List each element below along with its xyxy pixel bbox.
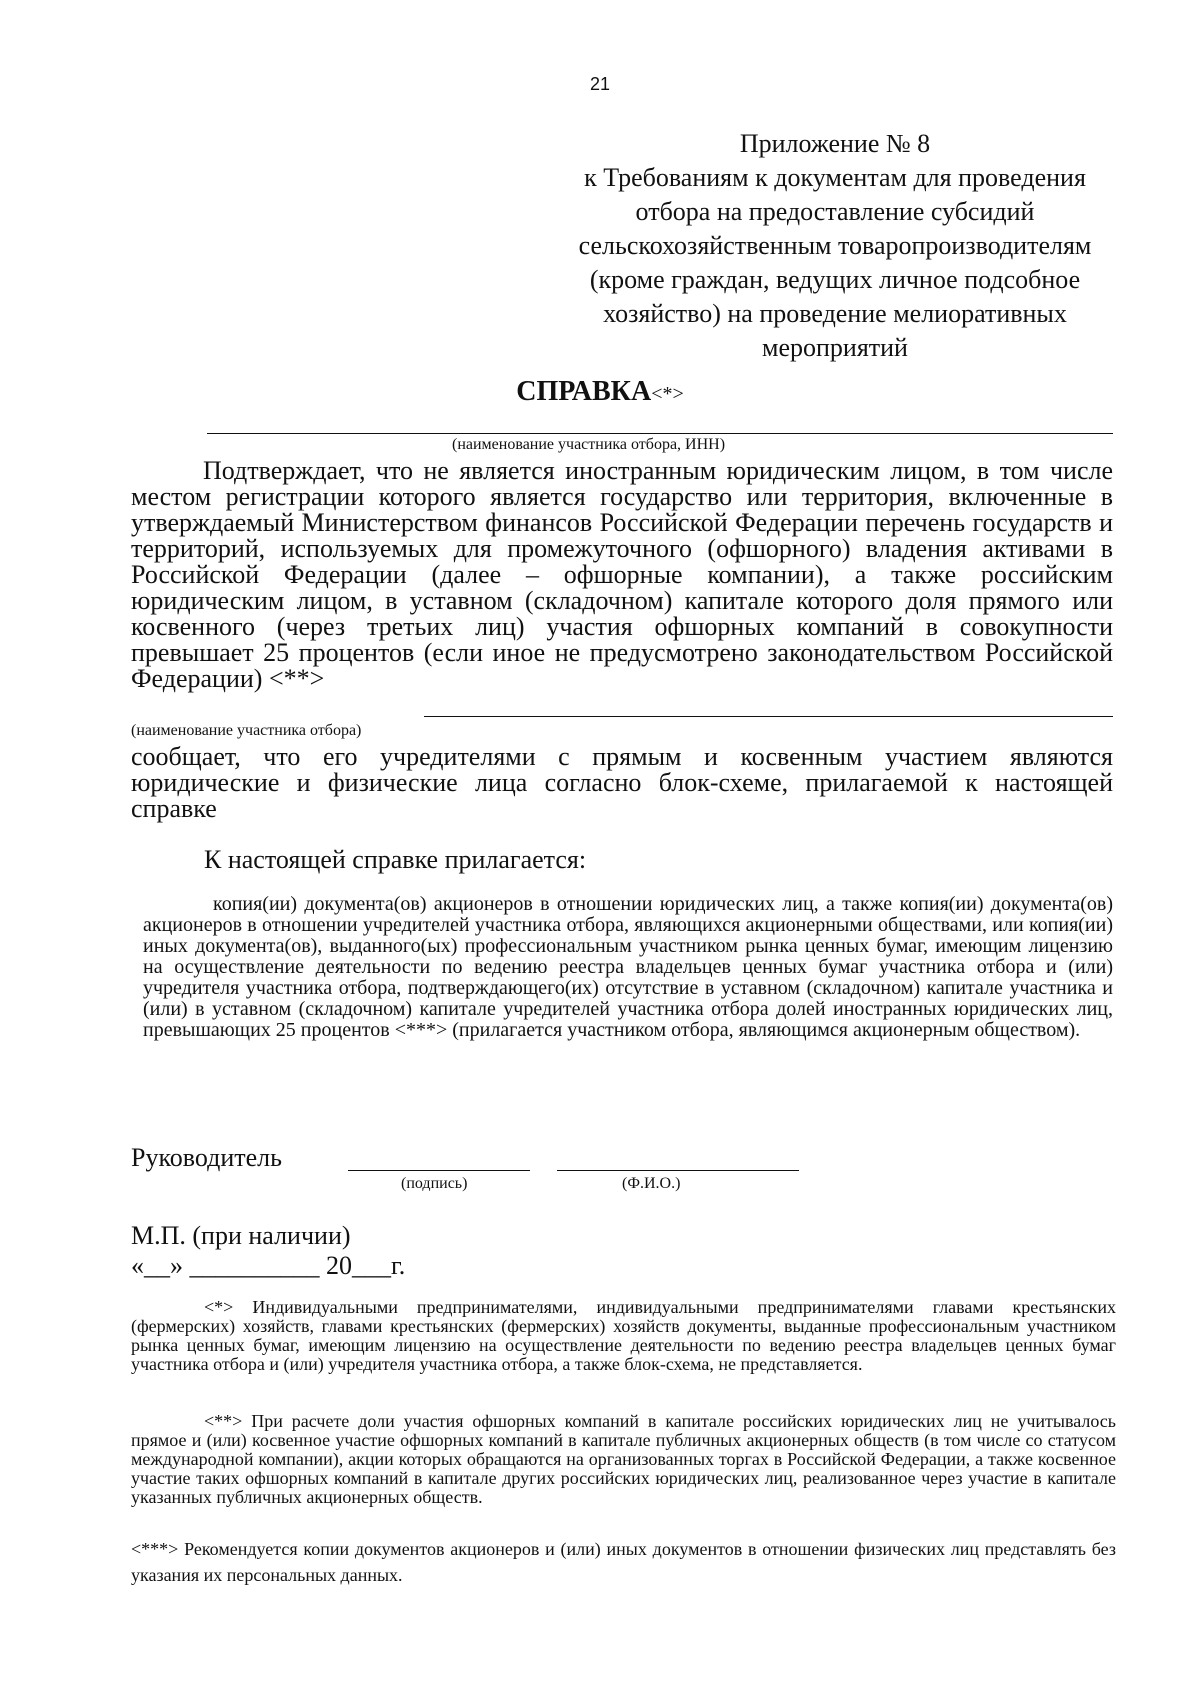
seal-label: М.П. (при наличии) (131, 1221, 351, 1250)
attached-heading: К настоящей справке прилагается: (204, 845, 587, 874)
participant-name-inn-line (207, 433, 1113, 434)
footnote-1 (131, 1298, 1116, 1374)
appendix-line: мероприятий (762, 333, 908, 362)
footnote-1-text: <*> Индивидуальными предпринимателями, индивидуальными предпринимателями главами крестьянских (фермерских) хозяйств, главами крестьянских (фермерских) хозяйств документы, выданные профессиональным участником рынка ценных бумаг, имеющим лицензию на осуществление деятельности по ведению реестра владельцев ценных бумаг участника отбора и (или) учредителя участника отбора, а также блок-схема, не представляется. (131, 1297, 1116, 1374)
date-line: «__» __________ 20___г. (131, 1251, 406, 1280)
footnote-2-text: <**> При расчете доли участия офшорных компаний в капитале российских юридических лиц не учитывалось прямое и (или) косвенное участие офшорных компаний в капитале публичных акционерных обществ (в том числе со статусом международной компании), акции которых обращаются на организованных торгах в Российской Федерации, а также косвенное участие таких офшорных компаний в капитале других российских юридических лиц, реализованное через участие в капитале указанных публичных акционерных обществ. (131, 1411, 1116, 1507)
founders-paragraph (131, 744, 1113, 822)
footnote-3-text: <***> Рекомендуется копии документов акционеров и (или) иных документов в отношении физических лиц представлять без указания их персональных данных. (131, 1539, 1116, 1585)
confirmation-paragraph (131, 458, 1113, 692)
signature-line (348, 1170, 530, 1171)
signature-caption: (подпись) (401, 1175, 468, 1192)
document-title (0, 375, 1200, 411)
appendix-header (540, 127, 1130, 365)
appendix-line: Приложение № 8 (739, 129, 931, 158)
appendix-line: (кроме граждан, ведущих личное подсобное (589, 265, 1081, 294)
full-name-line (557, 1170, 799, 1171)
title-text: СПРАВКА (516, 376, 652, 407)
participant-name-line (424, 716, 1113, 717)
attached-documents-paragraph (143, 894, 1113, 1041)
page-number: 21 (589, 74, 611, 94)
confirmation-text: Подтверждает, что не является иностранным юридическим лицом, в том числе местом регистрации которого является государство или территория, включенные в утверждаемый Министерством финансов Российской Федерации перечень государств и территорий, используемых для промежуточного (офшорного) владения активами в Российской Федерации (далее – офшорные компании), а также российским юридическим лицом, в уставном (складочном) капитале которого доля прямого или косвенного (через третьих лиц) участия офшорных компаний в совокупности превышает 25 процентов (если иное не предусмотрено законодательством Российской Федерации) <**> (131, 456, 1113, 693)
footnote-2 (131, 1412, 1116, 1507)
appendix-line: сельскохозяйственным товаропроизводителям (578, 231, 1092, 260)
footnote-3 (131, 1536, 1116, 1588)
participant-name-caption: (наименование участника отбора) (131, 722, 362, 739)
attached-documents-text: копия(ии) документа(ов) акционеров в отношении юридических лиц, а также копия(ии) документа(ов) акционеров в отношении учредителей участника отбора, являющихся акционерными обществами, или копия(ии) иных документа(ов), выданного(ых) профессиональным участником рынка ценных бумаг, имеющим лицензию на осуществление деятельности по ведению реестра владельцев ценных бумаг участника отбора и (или) учредителя участника отбора, подтверждающего(их) отсутствие в уставном (складочном) капитале участника и (или) в уставном (складочном) капитале учредителей участника отбора долей иностранных юридических лиц, превышающих 25 процентов <***> (прилагается участником отбора, являющимся акционерным обществом). (143, 893, 1113, 1041)
founders-text: сообщает, что его учредителями с прямым и косвенным участием являются юридические и физические лица согласно блок-схеме, прилагаемой к настоящей справке (131, 742, 1113, 823)
title-footnote-mark: <*> (651, 383, 684, 405)
appendix-line: отбора на предоставление субсидий (635, 197, 1035, 226)
head-label: Руководитель (131, 1143, 282, 1172)
appendix-line: хозяйство) на проведение мелиоративных (603, 299, 1067, 328)
appendix-line: к Требованиям к документам для проведения (584, 163, 1086, 192)
full-name-caption: (Ф.И.О.) (622, 1175, 681, 1192)
participant-name-inn-caption: (наименование участника отбора, ИНН) (452, 436, 726, 453)
